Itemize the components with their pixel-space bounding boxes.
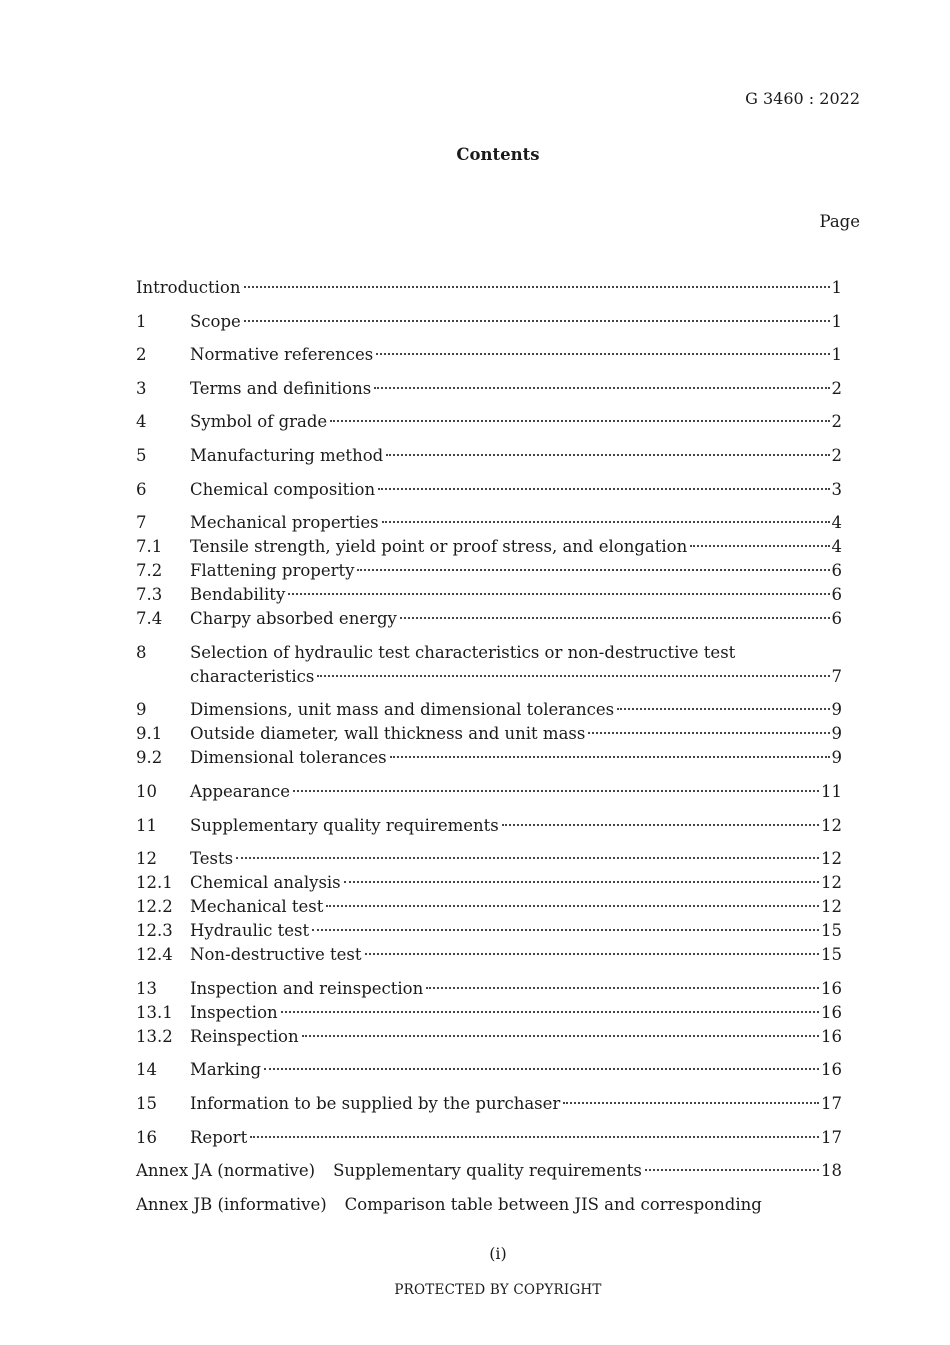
toc-entry-title: Normative references: [190, 345, 374, 365]
toc-entry-page: 18: [821, 1161, 842, 1181]
dot-leader: [288, 593, 829, 595]
toc-entry-page: 12: [821, 897, 842, 917]
toc-entry-13-2[interactable]: [136, 1025, 842, 1049]
toc-entry-5[interactable]: [136, 444, 842, 468]
toc-entry-title: Chemical composition: [190, 479, 376, 499]
dot-leader: [244, 286, 830, 288]
toc-entry-annex-jb[interactable]: [136, 1193, 842, 1217]
toc-entry-page: 15: [821, 921, 842, 941]
toc-entry-page: 3: [831, 479, 842, 499]
toc-entry-title: Report: [190, 1127, 248, 1147]
toc-entry-title: Hydraulic test: [190, 921, 310, 941]
toc-entry-2[interactable]: [136, 343, 842, 367]
toc-entry-title: Mechanical test: [190, 897, 324, 917]
dot-leader: [250, 1136, 819, 1138]
toc-entry-title: Outside diameter, wall thickness and unit mass: [190, 724, 586, 744]
page-column-label: Page: [819, 212, 860, 231]
toc-entry-annex-ja[interactable]: [136, 1159, 842, 1183]
dot-leader: [400, 617, 830, 619]
toc-entry-page: 12: [821, 873, 842, 893]
toc-entry-12-1[interactable]: [136, 871, 842, 895]
toc-entry-title: Supplementary quality requirements: [333, 1161, 642, 1181]
toc-entry-title: Non-destructive test: [190, 945, 362, 965]
toc-entry-page: 9: [831, 724, 842, 744]
toc-entry-page: 9: [831, 700, 842, 720]
dot-leader: [357, 569, 829, 571]
toc-entry-title: Symbol of grade: [190, 412, 328, 432]
toc-entry-page: 16: [821, 1002, 842, 1022]
dot-leader: [563, 1102, 819, 1104]
toc-entry-title: Mechanical properties: [190, 513, 379, 533]
dot-leader: [588, 732, 829, 734]
toc-entry-13-1[interactable]: [136, 1001, 842, 1025]
toc-entry-title: Inspection and reinspection: [190, 978, 424, 998]
toc-entry-14[interactable]: [136, 1058, 842, 1082]
toc-entry-number: 7.4: [136, 609, 163, 629]
toc-entry-12-3[interactable]: [136, 919, 842, 943]
toc-entry-page: 16: [821, 978, 842, 998]
dot-leader: [617, 708, 829, 710]
toc-entry-title: Marking: [190, 1060, 262, 1080]
toc-entry-title: Tensile strength, yield point or proof stress, and elongation: [190, 537, 688, 557]
toc-entry-page: 6: [831, 585, 842, 605]
dot-leader: [344, 881, 819, 883]
dot-leader: [376, 353, 829, 355]
toc-entry-page: 1: [831, 311, 842, 331]
toc-entry-page: 1: [831, 345, 842, 365]
dot-leader: [690, 545, 829, 547]
toc-entry-7-2[interactable]: [136, 559, 842, 583]
dot-leader: [502, 824, 819, 826]
toc-entry-4[interactable]: [136, 410, 842, 434]
toc-entry-page: 12: [821, 815, 842, 835]
toc-entry-15[interactable]: [136, 1092, 842, 1116]
toc-entry-11[interactable]: [136, 814, 842, 838]
dot-leader: [281, 1011, 819, 1013]
toc-entry-12-2[interactable]: [136, 895, 842, 919]
toc-entry-8[interactable]: [136, 641, 842, 689]
toc-entry-title: Inspection: [190, 1002, 278, 1022]
dot-leader: [293, 790, 819, 792]
toc-entry-7[interactable]: [136, 511, 842, 535]
annex-label: Annex JA (normative): [136, 1161, 316, 1181]
dot-leader: [302, 1035, 819, 1037]
annex-label: Annex JB (informative): [136, 1194, 327, 1214]
toc-entry-number: 15: [136, 1093, 157, 1113]
toc-entry-number: 12.3: [136, 921, 173, 941]
dot-leader: [312, 929, 819, 931]
toc-entry-7-4[interactable]: [136, 607, 842, 631]
toc-entry-number: 5: [136, 445, 147, 465]
toc-entry-page: 4: [831, 537, 842, 557]
toc-entry-title: Introduction: [136, 278, 241, 297]
toc-entry-number: 12.2: [136, 897, 173, 917]
dot-leader: [365, 953, 820, 955]
toc-entry-number: 16: [136, 1127, 157, 1147]
toc-entry-page: 17: [821, 1127, 842, 1147]
toc-entry-number: 13.1: [136, 1002, 173, 1022]
toc-entry-number: 10: [136, 781, 157, 801]
toc-entry-title: Scope: [190, 311, 241, 331]
toc-entry-number: 7.1: [136, 537, 163, 557]
toc-entry-page: 12: [821, 849, 842, 869]
toc-entry-title: Dimensional tolerances: [190, 748, 387, 768]
dot-leader: [236, 857, 819, 859]
toc-entry-title-line-2: characteristics: [190, 666, 315, 686]
toc-entry-1[interactable]: [136, 310, 842, 334]
dot-leader: [374, 387, 829, 389]
copyright-notice: PROTECTED BY COPYRIGHT: [394, 1282, 602, 1298]
toc-entry-number: 12: [136, 849, 157, 869]
toc-entry-12[interactable]: [136, 847, 842, 871]
toc-entry-number: 9.1: [136, 724, 163, 744]
toc-entry-page: 2: [831, 445, 842, 465]
contents-title: Contents: [456, 145, 540, 164]
dot-leader: [330, 420, 829, 422]
toc-entry-page: 6: [831, 609, 842, 629]
toc-entry-number: 6: [136, 479, 147, 499]
toc-entry-page: 1: [831, 278, 842, 297]
toc-entry-number: 13.2: [136, 1026, 173, 1046]
toc-entry-3[interactable]: [136, 377, 842, 401]
toc-entry-page: 16: [821, 1060, 842, 1080]
toc-entry-page: 4: [831, 513, 842, 533]
toc-entry-page: 6: [831, 561, 842, 581]
dot-leader: [317, 675, 829, 677]
dot-leader: [244, 320, 830, 322]
toc-entry-introduction[interactable]: [136, 276, 842, 300]
toc-entry-page: 2: [831, 378, 842, 398]
standard-id: G 3460 : 2022: [745, 89, 860, 108]
toc-entry-9-1[interactable]: [136, 722, 842, 746]
toc-entry-9-2[interactable]: [136, 746, 842, 770]
toc-entry-number: 1: [136, 311, 147, 331]
dot-leader: [645, 1169, 819, 1171]
toc-entry-title: Tests: [190, 849, 234, 869]
dot-leader: [390, 756, 830, 758]
toc-entry-16[interactable]: [136, 1126, 842, 1150]
toc-entry-number: 13: [136, 978, 157, 998]
toc-entry-title-line-1: Selection of hydraulic test characteristics or non-destructive test: [190, 642, 736, 662]
dot-leader: [426, 987, 819, 989]
dot-leader: [264, 1068, 819, 1070]
toc-entry-title: Information to be supplied by the purchaser: [190, 1093, 561, 1113]
toc-entry-number: 8: [136, 642, 147, 662]
toc-entry-number: 7.2: [136, 561, 163, 581]
dot-leader: [326, 905, 819, 907]
toc-entry-page: 11: [821, 781, 842, 801]
toc-entry-number: 2: [136, 345, 147, 365]
toc-entry-number: 4: [136, 412, 147, 432]
toc-entry-number: 14: [136, 1060, 157, 1080]
toc-entry-page: 16: [821, 1026, 842, 1046]
toc-entry-number: 9: [136, 700, 147, 720]
toc-entry-page: 9: [831, 748, 842, 768]
toc-entry-title: Charpy absorbed energy: [190, 609, 397, 629]
toc-entry-title: Supplementary quality requirements: [190, 815, 499, 835]
toc-entry-title: Bendability: [190, 585, 286, 605]
toc-entry-number: 7.3: [136, 585, 163, 605]
toc-entry-number: 11: [136, 815, 157, 835]
toc-entry-page: 2: [831, 412, 842, 432]
footer-page-number: (i): [489, 1244, 507, 1263]
dot-leader: [378, 488, 829, 490]
toc-entry-title: Chemical analysis: [190, 873, 341, 893]
toc-entry-number: 7: [136, 513, 147, 533]
toc-entry-title: Appearance: [190, 781, 290, 801]
toc-entry-title: Manufacturing method: [190, 445, 384, 465]
toc-entry-title: Terms and definitions: [190, 378, 372, 398]
toc-entry-6[interactable]: [136, 478, 842, 502]
toc-entry-number: 12.4: [136, 945, 173, 965]
toc-entry-7-1[interactable]: [136, 535, 842, 559]
toc-entry-title: Reinspection: [190, 1026, 299, 1046]
toc-entry-title: Comparison table between JIS and corresponding: [344, 1194, 762, 1214]
toc-entry-10[interactable]: [136, 780, 842, 804]
toc-entry-7-3[interactable]: [136, 583, 842, 607]
table-of-contents: [136, 276, 842, 1217]
toc-entry-page: 15: [821, 945, 842, 965]
toc-entry-number: 3: [136, 378, 147, 398]
dot-leader: [382, 521, 830, 523]
toc-entry-12-4[interactable]: [136, 943, 842, 967]
dot-leader: [386, 454, 829, 456]
toc-entry-9[interactable]: [136, 698, 842, 722]
toc-entry-page: 7: [831, 666, 842, 686]
toc-entry-number: 12.1: [136, 873, 173, 893]
toc-entry-13[interactable]: [136, 977, 842, 1001]
toc-entry-title: Flattening property: [190, 561, 355, 581]
toc-entry-title: Dimensions, unit mass and dimensional tolerances: [190, 700, 615, 720]
toc-entry-number: 9.2: [136, 748, 163, 768]
toc-entry-page: 17: [821, 1093, 842, 1113]
